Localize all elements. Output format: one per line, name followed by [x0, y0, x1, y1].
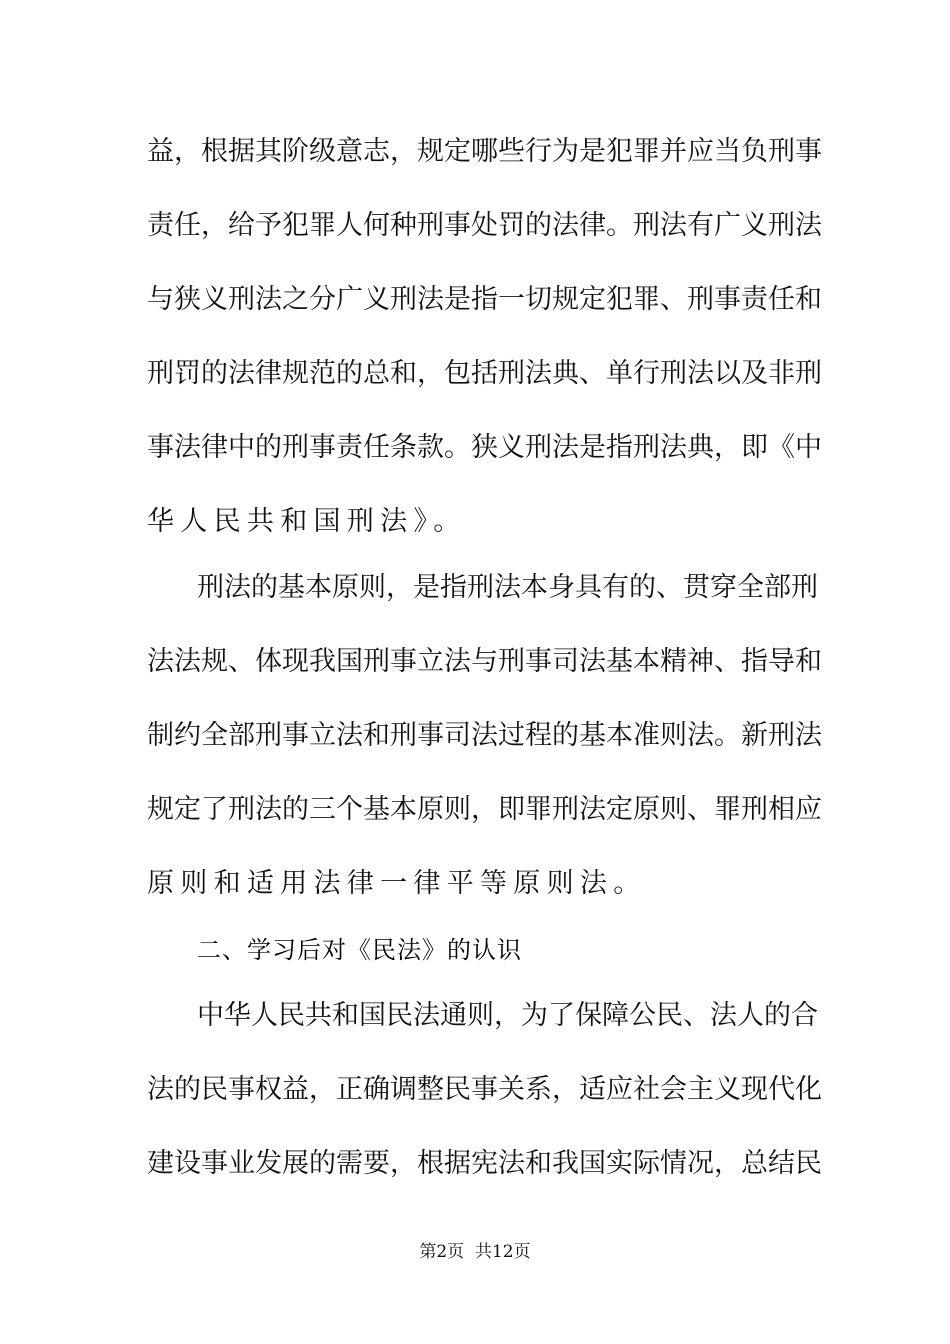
paragraph-line: 规定了刑法的三个基本原则，即罪刑法定原则、罪刑相应 — [147, 794, 822, 825]
paragraph-line: 与狭义刑法之分广义刑法是指一切规定犯罪、刑事责任和 — [147, 284, 822, 315]
paragraph-line: 事法律中的刑事责任条款。狭义刑法是指刑法典，即《中 — [147, 432, 822, 463]
paragraph-line: 益，根据其阶级意志，规定哪些行为是犯罪并应当负刑事 — [147, 136, 822, 167]
section-heading: 二、学习后对《民法》的认识 — [197, 936, 522, 964]
paragraph-line: 原则和适用法律一律平等原则法。 — [147, 868, 647, 899]
paragraph-line: 责任，给予犯罪人何种刑事处罚的法律。刑法有广义刑法 — [147, 210, 822, 241]
paragraph-line: 法法规、体现我国刑事立法与刑事司法基本精神、指导和 — [147, 646, 822, 677]
paragraph-line: 华人民共和国刑法》。 — [147, 506, 467, 537]
paragraph-line: 制约全部刑事立法和刑事司法过程的基本准则法。新刑法 — [147, 720, 822, 751]
paragraph-line: 建设事业发展的需要，根据宪法和我国实际情况，总结民 — [147, 1148, 822, 1179]
page-number-footer: 第2页 共12页 — [419, 1242, 531, 1262]
paragraph-line: 法的民事权益，正确调整民事关系，适应社会主义现代化 — [147, 1074, 822, 1105]
paragraph-line: 刑法的基本原则，是指刑法本身具有的、贯穿全部刑 — [197, 572, 818, 603]
paragraph-line: 刑罚的法律规范的总和，包括刑法典、单行刑法以及非刑 — [147, 358, 822, 389]
paragraph-line: 中华人民共和国民法通则，为了保障公民、法人的合 — [197, 1000, 818, 1031]
